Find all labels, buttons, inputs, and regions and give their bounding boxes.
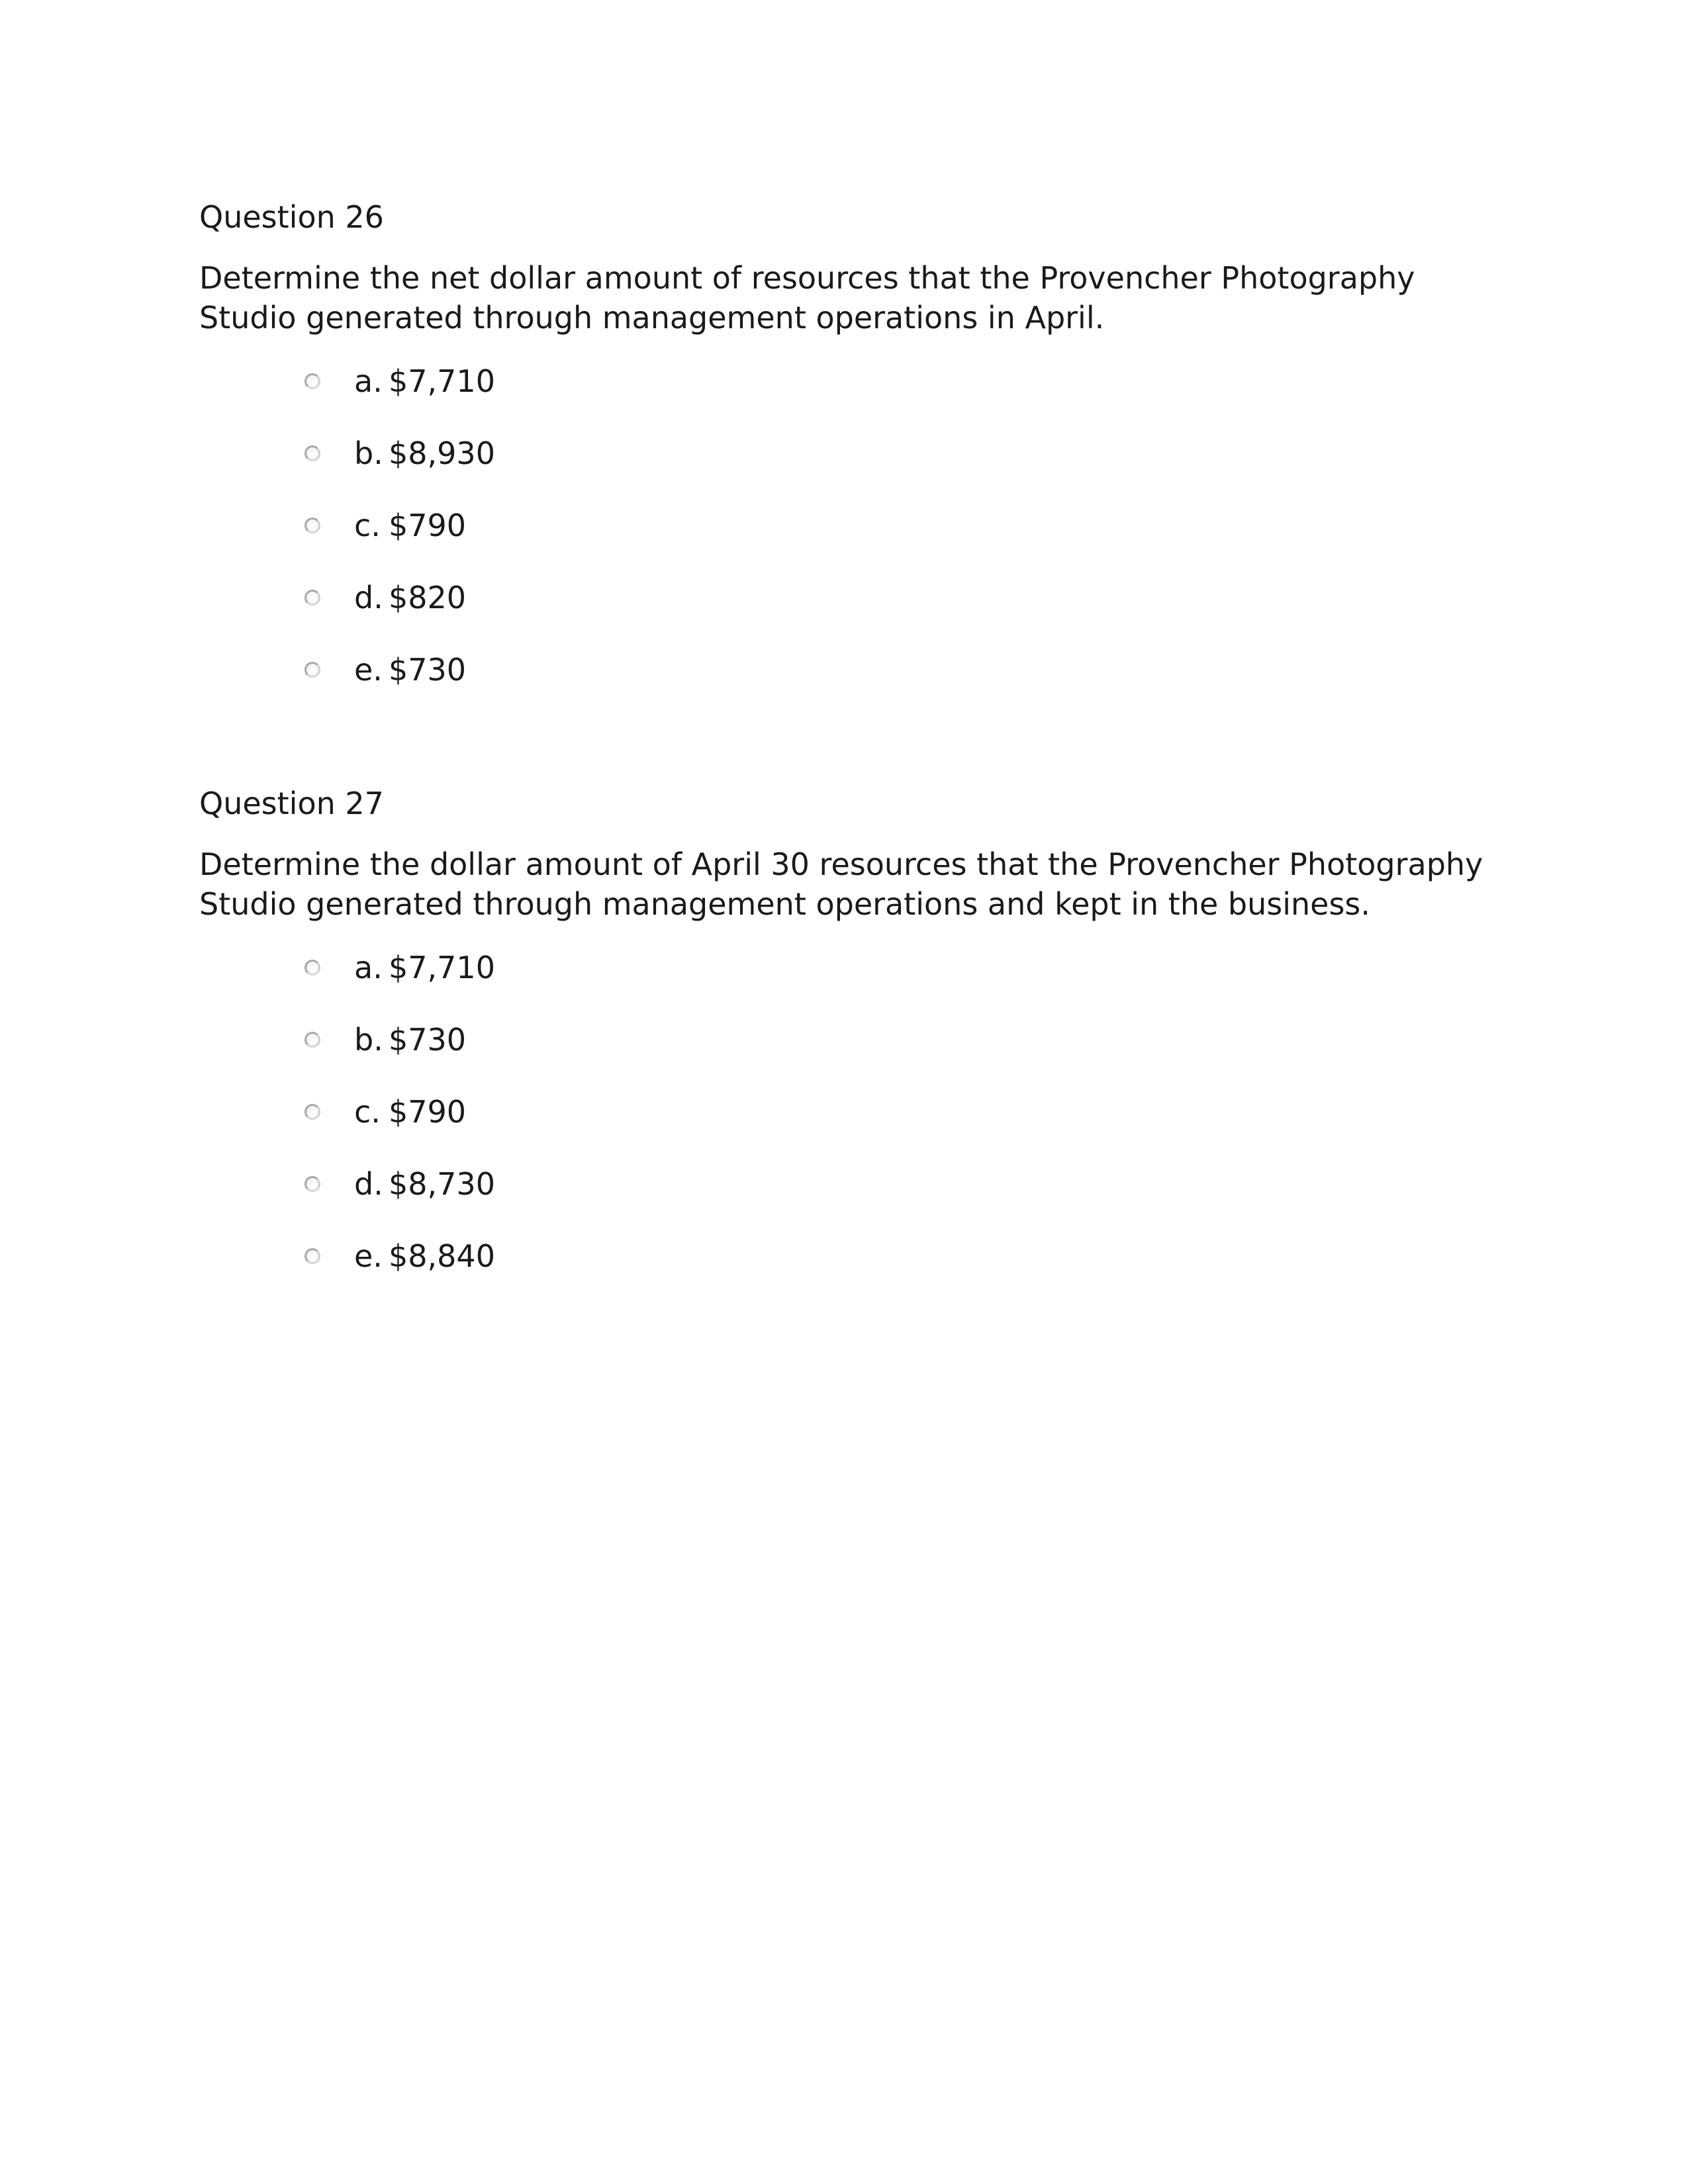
option-letter: d. (354, 580, 383, 615)
option-value: $730 (389, 652, 467, 688)
answer-option-c[interactable] (199, 506, 1523, 545)
option-value: $790 (389, 508, 467, 543)
radio-button-icon[interactable] (305, 1032, 320, 1048)
question-text: Determine the net dollar amount of resources that the Provencher Photography Studio generated through management operations in April. (199, 260, 1415, 336)
option-letter: d. (354, 1166, 383, 1202)
answer-option-e[interactable] (199, 650, 1523, 690)
radio-button-icon[interactable] (305, 1104, 320, 1120)
option-value: $8,730 (389, 1166, 495, 1202)
radio-button-icon[interactable] (305, 445, 320, 461)
option-letter: a. (354, 950, 383, 985)
answer-option-c[interactable] (199, 1092, 1523, 1132)
option-value: $7,710 (389, 950, 495, 985)
radio-button-icon[interactable] (305, 373, 320, 389)
option-value: $820 (389, 580, 467, 615)
question-27 (199, 784, 1523, 1308)
option-letter: e. (354, 652, 383, 688)
answer-option-d[interactable] (199, 578, 1523, 617)
option-value: $730 (389, 1022, 467, 1058)
answer-option-e[interactable] (199, 1236, 1523, 1276)
answer-option-d[interactable] (199, 1164, 1523, 1204)
option-letter: e. (354, 1238, 383, 1274)
radio-button-icon[interactable] (305, 1248, 320, 1264)
option-value: $8,930 (389, 435, 495, 471)
option-letter: c. (354, 508, 381, 543)
answer-option-a[interactable] (199, 948, 1523, 987)
answer-options (199, 948, 1523, 1276)
radio-button-icon[interactable] (305, 518, 320, 533)
question-title: Question 27 (199, 786, 384, 821)
radio-button-icon[interactable] (305, 662, 320, 678)
radio-button-icon[interactable] (305, 1176, 320, 1192)
answer-option-b[interactable] (199, 1020, 1523, 1060)
radio-button-icon[interactable] (305, 960, 320, 976)
option-letter: c. (354, 1094, 381, 1130)
option-value: $7,710 (389, 363, 495, 399)
option-letter: a. (354, 363, 383, 399)
question-text: Determine the dollar amount of April 30 resources that the Provencher Photography Studio generated through management operations and kept in the business. (199, 846, 1483, 922)
option-value: $790 (389, 1094, 467, 1130)
option-letter: b. (354, 1022, 383, 1058)
answer-option-b[interactable] (199, 433, 1523, 473)
question-26 (199, 197, 1523, 722)
answer-options (199, 361, 1523, 690)
option-value: $8,840 (389, 1238, 495, 1274)
question-title: Question 26 (199, 199, 384, 235)
option-letter: b. (354, 435, 383, 471)
radio-button-icon[interactable] (305, 590, 320, 606)
answer-option-a[interactable] (199, 361, 1523, 401)
